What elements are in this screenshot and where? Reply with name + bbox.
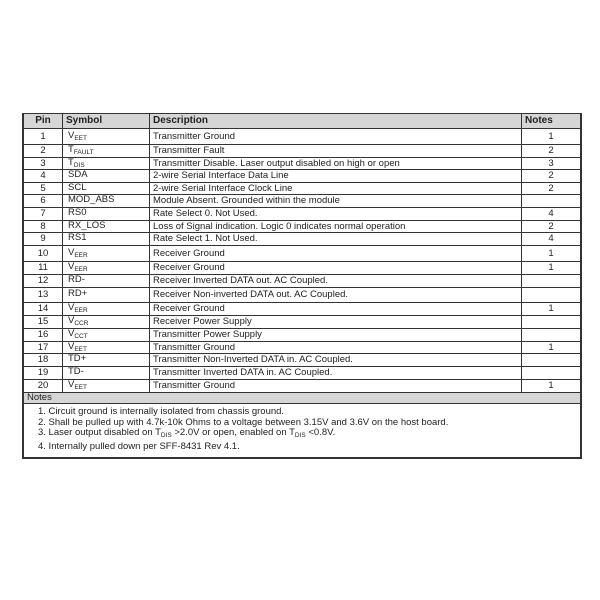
pin-number: 3 — [23, 157, 63, 170]
pin-symbol: TD+ — [63, 354, 150, 367]
pin-notes: 1 — [522, 262, 582, 275]
header-symbol: Symbol — [63, 114, 150, 129]
pin-number: 4 — [23, 170, 63, 183]
pin-description: Rate Select 1. Not Used. — [150, 233, 522, 246]
pin-symbol: $T_{FAULT}$ — [63, 145, 150, 158]
table-row — [23, 380, 581, 393]
note-3: 3. Laser output disabled on $T_{DIS} >2.0V$ or open, enabled on $T_{DIS} <0.8V$. — [38, 427, 336, 439]
table-row — [23, 182, 581, 195]
table-row — [23, 354, 581, 367]
table-row — [23, 170, 581, 183]
pin-description: Transmitter Fault — [150, 145, 522, 158]
pin-symbol: SDA — [63, 170, 150, 183]
table-row — [23, 208, 581, 221]
pin-description: Receiver Ground — [150, 302, 522, 315]
pin-description: Transmitter Disable. Laser output disabled on high or open — [150, 157, 522, 170]
table-row — [23, 145, 581, 158]
pin-notes — [522, 195, 582, 208]
pin-number: 7 — [23, 208, 63, 221]
pin-number: 11 — [23, 262, 63, 275]
pin-description: Loss of Signal indication. Logic 0 indicates normal operation — [150, 220, 522, 233]
table-row — [23, 367, 581, 380]
table-row — [23, 328, 581, 341]
pin-notes — [522, 328, 582, 341]
table-row — [23, 287, 581, 302]
pin-symbol: RX_LOS — [63, 220, 150, 233]
pin-description: Receiver Power Supply — [150, 315, 522, 328]
pin-description: Receiver Ground — [150, 246, 522, 262]
pin-number: 8 — [23, 220, 63, 233]
pin-symbol: $V_{CCT}$ — [63, 328, 150, 341]
table-row — [23, 315, 581, 328]
pin-symbol: $V_{EET}$ — [63, 380, 150, 393]
pin-notes: 1 — [522, 302, 582, 315]
pin-symbol: $T_{DIS}$ — [63, 157, 150, 170]
table-row — [23, 274, 581, 287]
pin-symbol: $V_{EER}$ — [63, 246, 150, 262]
pin-symbol: SCL — [63, 182, 150, 195]
pin-symbol: $V_{EER}$ — [63, 262, 150, 275]
pin-symbol: MOD_ABS — [63, 195, 150, 208]
pin-notes: 2 — [522, 182, 582, 195]
table-row — [23, 220, 581, 233]
pin-symbol: TD- — [63, 367, 150, 380]
pin-number: 13 — [23, 287, 63, 302]
pin-description: 2-wire Serial Interface Clock Line — [150, 182, 522, 195]
pin-symbol: $V_{CCR}$ — [63, 315, 150, 328]
pin-description: Module Absent. Grounded within the module — [150, 195, 522, 208]
pin-description: Receiver Non-inverted DATA out. AC Coupled. — [150, 287, 522, 302]
pin-notes: 1 — [522, 129, 582, 145]
header-pin: Pin — [23, 114, 63, 129]
pin-symbol: $V_{EER}$ — [63, 302, 150, 315]
header-notes: Notes — [522, 114, 582, 129]
table-row — [23, 195, 581, 208]
pin-number: 16 — [23, 328, 63, 341]
pin-number: 20 — [23, 380, 63, 393]
table-row — [23, 157, 581, 170]
pin-description: Transmitter Ground — [150, 341, 522, 354]
note-1: 1. Circuit ground is internally isolated from chassis ground. — [38, 406, 285, 417]
pin-symbol: RS1 — [63, 233, 150, 246]
pin-notes: 1 — [522, 246, 582, 262]
pin-description: Transmitter Power Supply — [150, 328, 522, 341]
table-row — [23, 302, 581, 315]
pin-notes: 2 — [522, 220, 582, 233]
pin-notes — [522, 367, 582, 380]
pin-description: Transmitter Inverted DATA in. AC Coupled. — [150, 367, 522, 380]
table-row — [23, 341, 581, 354]
pin-description: 2-wire Serial Interface Data Line — [150, 170, 522, 183]
pin-description: Rate Select 0. Not Used. — [150, 208, 522, 221]
pin-symbol: RD+ — [63, 287, 150, 302]
pin-number: 17 — [23, 341, 63, 354]
pin-number: 6 — [23, 195, 63, 208]
pin-description: Transmitter Non-Inverted DATA in. AC Coupled. — [150, 354, 522, 367]
notes-title: Notes — [23, 393, 581, 404]
pin-number: 1 — [23, 129, 63, 145]
note-4: 4. Internally pulled down per SFF-8431 Rev 4.1. — [38, 440, 240, 452]
pin-notes: 1 — [522, 341, 582, 354]
table-row — [23, 129, 581, 145]
pin-notes — [522, 315, 582, 328]
pin-number: 10 — [23, 246, 63, 262]
pin-notes: 2 — [522, 145, 582, 158]
pin-description: Transmitter Ground — [150, 380, 522, 393]
pin-notes: 4 — [522, 233, 582, 246]
pin-notes: 3 — [522, 157, 582, 170]
table-row — [23, 246, 581, 262]
pin-number: 5 — [23, 182, 63, 195]
table-header — [23, 114, 581, 129]
header-description: Description — [150, 114, 522, 129]
pin-number: 2 — [23, 145, 63, 158]
pin-number: 18 — [23, 354, 63, 367]
pin-symbol: RD- — [63, 274, 150, 287]
pin-notes — [522, 354, 582, 367]
notes-list — [23, 404, 581, 459]
pin-number: 12 — [23, 274, 63, 287]
pin-description: Receiver Inverted DATA out. AC Coupled. — [150, 274, 522, 287]
pin-number: 9 — [23, 233, 63, 246]
pin-description: Transmitter Ground — [150, 129, 522, 145]
pin-description-table — [22, 113, 582, 459]
pin-number: 19 — [23, 367, 63, 380]
table-row — [23, 262, 581, 275]
pin-symbol: $V_{EET}$ — [63, 129, 150, 145]
pin-number: 14 — [23, 302, 63, 315]
pin-notes: 1 — [522, 380, 582, 393]
table-row — [23, 233, 581, 246]
pin-description: Receiver Ground — [150, 262, 522, 275]
pin-notes — [522, 287, 582, 302]
pin-notes: 2 — [522, 170, 582, 183]
pin-notes — [522, 274, 582, 287]
pin-number: 15 — [23, 315, 63, 328]
pin-symbol: RS0 — [63, 208, 150, 221]
note-2: 2. Shall be pulled up with 4.7k-10k Ohms to a voltage between 3.15V and 3.6V on the host board. — [38, 416, 449, 428]
pin-notes: 4 — [522, 208, 582, 221]
pin-symbol: $V_{EET}$ — [63, 341, 150, 354]
